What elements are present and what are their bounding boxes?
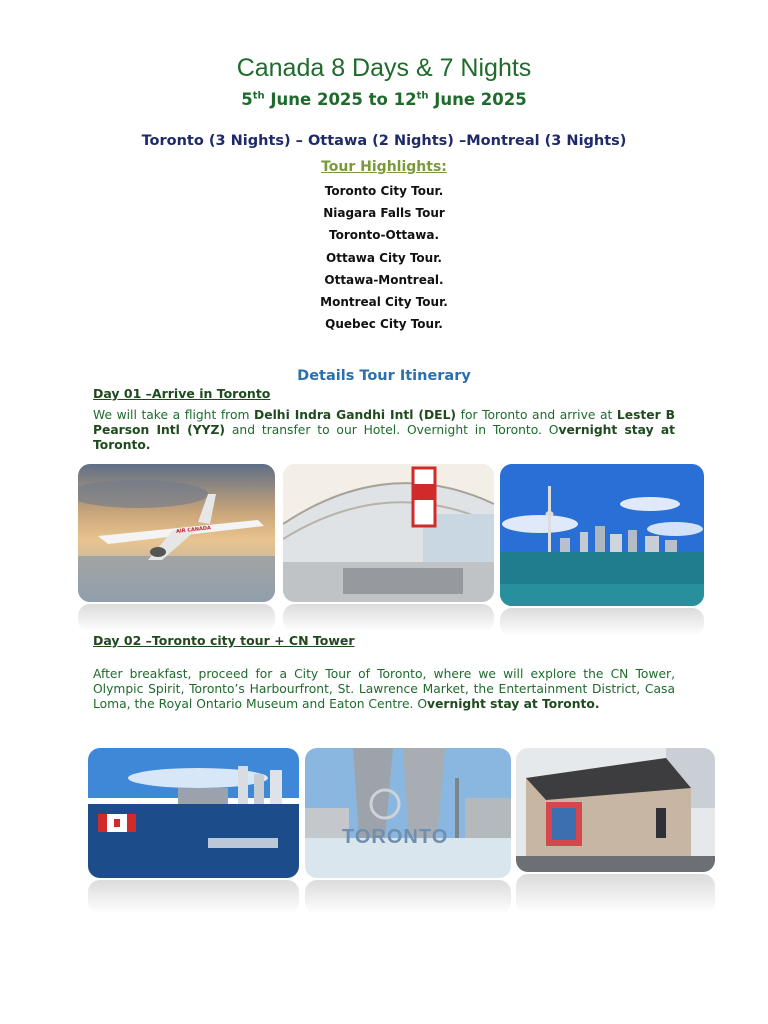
airport-photo-reflection [283,604,494,632]
itinerary-title: Details Tour Itinerary [297,368,471,384]
highlights-heading: Tour Highlights: [321,159,447,175]
airplane-livery: AIR CANADA [175,525,212,535]
nathan-phillips-square-photo-reflection [305,880,511,914]
day-02-heading: Day 02 –Toronto city tour + CN Tower [93,633,355,648]
highlight-item: Toronto City Tour. [324,184,444,198]
harbourfront-photo [88,748,299,878]
highlight-item: Niagara Falls Tour [323,206,445,221]
highlight-item: Ottawa City Tour. [326,250,442,265]
royal-ontario-museum-photo [516,748,715,872]
highlight-item: Quebec City Tour. [325,317,443,332]
day-01-heading: Day 01 –Arrive in Toronto [93,386,271,401]
highlight-item: Ottawa-Montreal. [324,272,444,287]
airport-photo [283,464,494,602]
highlights-list [0,182,768,337]
page-title: Canada 8 Days & 7 Nights [236,54,532,82]
highlight-item: Montreal City Tour. [320,294,448,309]
highlight-item: Toronto-Ottawa. [328,228,439,243]
tour-route: Toronto (3 Nights) – Ottawa (2 Nights) –Montreal (3 Nights) [141,133,627,149]
toronto-skyline-photo-reflection [500,608,704,636]
royal-ontario-museum-photo-reflection [516,874,715,914]
airplane-photo-reflection [78,604,275,632]
day-02-description: After breakfast, proceed for a City Tour of Toronto, where we will explore the CN Tower, Olympic Spirit, Toronto’s Harbourfront, St. Lawrence Market, the Entertainment District, Casa Loma, the Royal Ontario Museum and Eaton Centre. Overnight stay at Toronto. [93,667,675,711]
toronto-skyline-photo [500,464,704,606]
tour-dates: 5th June 2025 to 12th June 2025 [241,90,527,109]
toronto-sign: TORONTO [342,826,449,848]
harbourfront-photo-reflection [88,880,299,914]
day-01-description: We will take a flight from Delhi Indra Gandhi Intl (DEL) for Toronto and arrive at Lester B Pearson Intl (YYZ) and transfer to our Hotel. Overnight in Toronto. Overnight stay at Toronto. [93,408,676,452]
nathan-phillips-square-photo [305,748,511,878]
